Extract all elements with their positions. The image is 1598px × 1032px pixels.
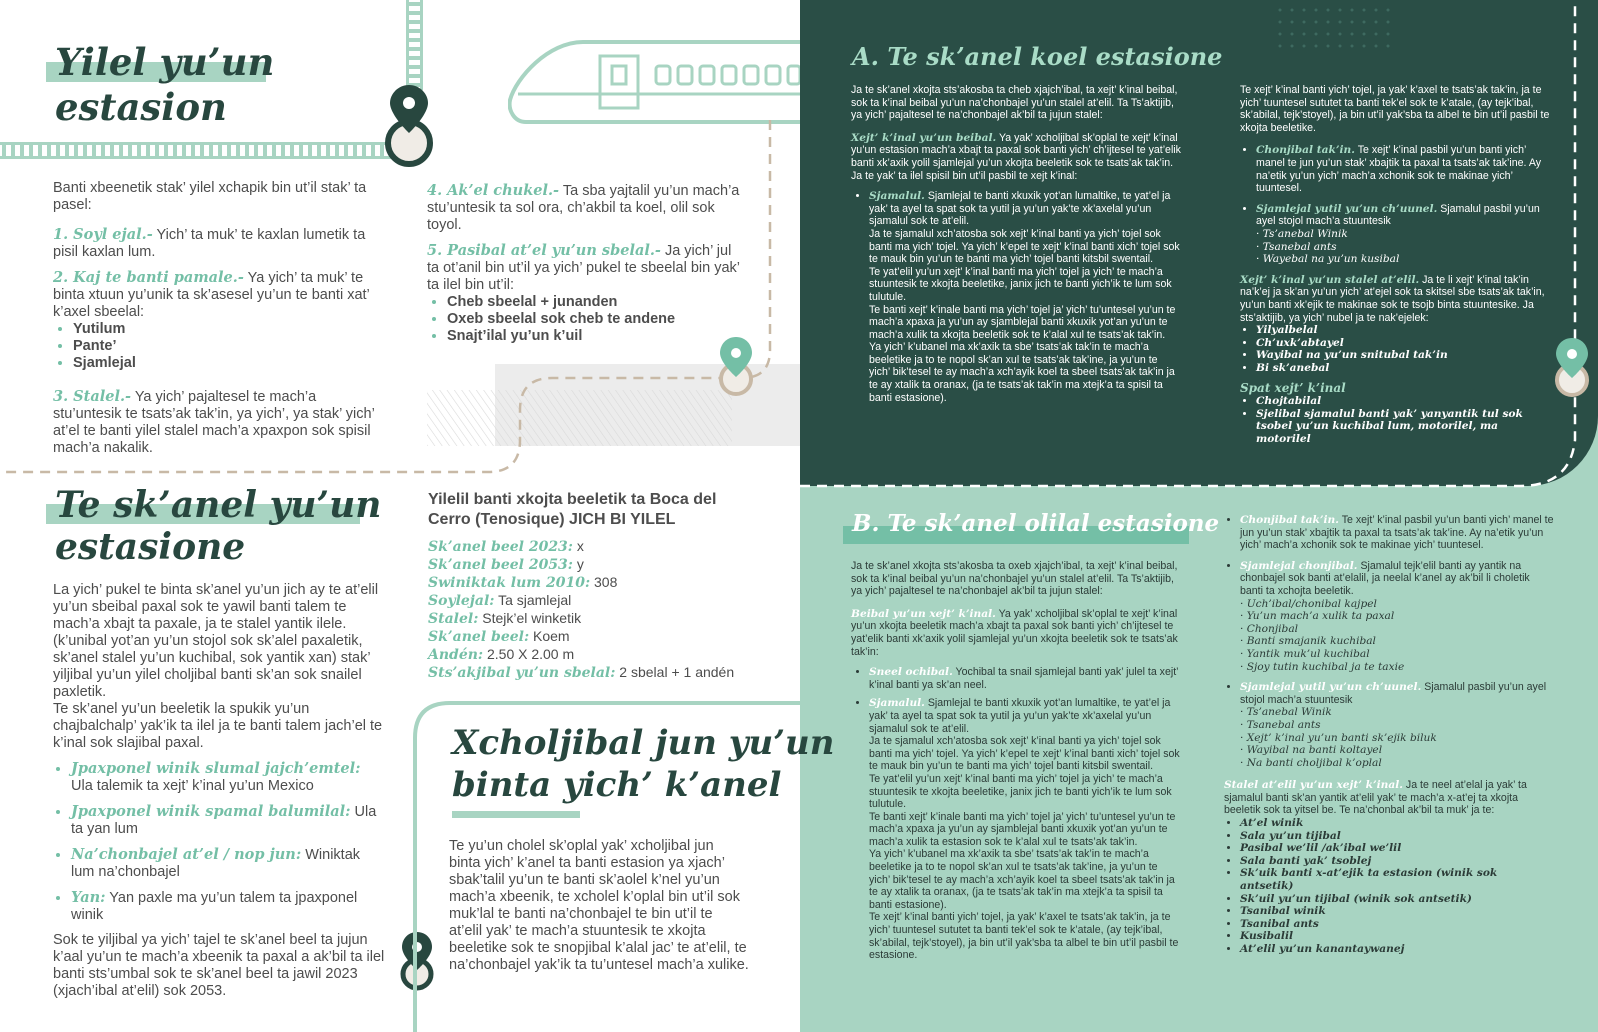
item-5-list: [427, 294, 742, 345]
list-item-lead: Sjamlejal chonjibal.: [1240, 559, 1358, 572]
list-item: • Wayibal na yu’un snitubal tak’in: [1256, 349, 1550, 362]
section-3-title-line2: binta yich’ k’anel: [452, 765, 782, 805]
rail-track-vertical-icon: [404, 0, 426, 92]
station-row-key: Soylejal:: [428, 593, 495, 609]
sublist-item: · Yantik muk’ul kuchibal: [1240, 647, 1370, 660]
list-item: [71, 846, 385, 881]
list-item: • Sjelibal sjamalul banti yak’ yanyantik tul sok tsobel yu’un kuchibal lum, motorilel, ma motorilel: [1256, 408, 1550, 446]
sublist-item: · Tsanebal ants: [1240, 718, 1321, 731]
station-row-value: Ta sjamlejal: [494, 592, 572, 608]
section-b-p1: [851, 608, 1181, 658]
section-2-title-line2: estasione: [55, 526, 246, 568]
list-item-text: Sjamlejal te banti xkuxik yot’an lumaltike, te yat’el ja yak’ ta ayel ta spat sok ta yutil ja yu’un yak’te xk’axelal yu’un sjamalul sok te at’elil. Ja te sjamalul xch’atosba sok xejt’ k’inal banti ya yich’ tojel sok banti ma yich’ tojel. Ya yich’ k’epel te xejt’ k’inal banti xich’ tojel sok te mauk bin yu’un te banti ma yich’ tojel banti kitsbil swentail. Te yat’elil yu’un xejt’ k’inal banti ma yich’ tojel ja yich’ te mach’a stuuntesik te xkojta beeletike, janix jich te banti yich’ik te lum sok tulutule. Te banti xejt’ k’inale banti ma yich’ tojel ja’ yich’ tu’untesel yu’un te mach’a xpaxa ja yu’un ay sjamblejal banti xkuxik yot’an yu’un te mach’a xulik ta xkojta beeletik sok te k’alal xul te tsats’ak tak’in. Ya yich’ k’ubanel ma xk’axik ta sbe’ tsats’ak tak’in te mach’a beeletike ja to te nopol sk’an xul te tsats’ak tak’ine, ja yu’un te yich’ bik’tesel te ay mach’a xch’ayik koel ta sbeel tsats’ak tak’in ja te ay xtalik ta oranax, (ja te tsats’ak tak’in ma xtejk’a ta spisil ta banti estasione).: [869, 190, 1180, 404]
list-item: [1240, 560, 1554, 598]
section-a-title: A. Te sk’anel koel estasione: [852, 42, 1223, 71]
list-item-text: Winiktak lum na’chonbajel: [71, 847, 361, 880]
section-b-sublist-1: [1224, 598, 1554, 674]
intro-text: Banti xbeenetik stak’ yilel xchapik bin ut’il stak’ ta pasel:: [53, 180, 367, 213]
list-item: • Sk’uil yu’un tijibal (winik sok antsetik): [1240, 893, 1554, 906]
list-item-lead: Sneel ochibal.: [869, 666, 953, 679]
list-item: [71, 889, 385, 924]
list-item: • Sk’uik banti x-at’ejik ta estasion (winik sok antsetik): [1240, 867, 1554, 892]
item-3: [53, 388, 383, 457]
list-item-text: Sjamalul tejk’elil banti ay yantik na chonbajel sok banti at’elalil, ja neelal k’anel ay ak’bil li choletik banti ta xchojta beeletik.: [1240, 559, 1530, 597]
list-item: [869, 190, 1181, 404]
sublist-item: · Ts’anebal Winik: [1240, 706, 1332, 719]
station-row: [428, 646, 758, 664]
list-item: • Yutilum: [73, 321, 383, 338]
list-item: • At’el winik: [1240, 817, 1554, 830]
list-item-lead: Chonjibal tak’in.: [1256, 144, 1355, 157]
list-item-text: Ula talemik ta xejt’ k’inal yu’un Mexico: [71, 778, 314, 794]
item-1: [53, 226, 383, 261]
station-row: [428, 628, 758, 646]
item-1-text: Yich’ ta muk’ te kaxlan lumetik ta pisil kaxlan lum.: [53, 227, 366, 260]
list-item: • Kusibalil: [1240, 930, 1554, 943]
section-b-col-2: [1224, 514, 1554, 956]
section-a-c2-p3: Spat xejt’ k’inal: [1240, 381, 1346, 396]
section-2-title-line1: Te sk’anel yu’un: [55, 484, 382, 526]
section-a-sublist: [1240, 228, 1550, 266]
section-b-list: [851, 666, 1181, 962]
list-item-text: Te xejt’ k’inal pasbil yu’un banti yich’ manel te jun yu’un stak’ xbajtik ta paxal ta tsats’ak tak’ine. Ay na’etik yu’un yich’ mach’a xchonik sok te makinae yich’ tuuntesel.: [1240, 514, 1554, 552]
list-item: • Tsanibal winik: [1240, 905, 1554, 918]
list-item-text: Yan paxle ma yu’un talem ta jpaxponel winik: [71, 890, 358, 923]
section-2-title: [55, 484, 381, 568]
item-5-text: Ja yich’ jul ta ot’anil bin ut’il ya yich’ pukel te sbeelal bin yak’ ta ilel bin ut’il:: [427, 243, 740, 293]
section-b-c2-p2: [1224, 779, 1554, 817]
item-2: [53, 269, 383, 321]
section-2-para-1: La yich’ pukel te binta sk’anel yu’un jich ay te at’elil yu’un sbeibal paxal sok te yawil banti talem te mach’a xbajt ta paxale, ja te stalel yantik ilele. (k’unibal yot’an yu’un stojol sok sk’alel paxaletik, sk’anel stalel yu’un kuchibal, sok yantik xan) stak’ yiljibal yu’un yilel choljibal banti sk’an sok snailel paxletik.: [53, 582, 379, 700]
sublist-item: · Banti smajanik kuchibal: [1240, 635, 1376, 648]
sublist-item: · Chonjibal: [1240, 622, 1299, 635]
list-item: • Chojtabilal: [1256, 395, 1550, 408]
section-b-c2-list: [1224, 514, 1554, 598]
list-item-lead: Sjamalul.: [869, 697, 925, 710]
station-info: [428, 490, 758, 682]
section-2-para-3: Sok te yiljibal ya yich’ tajel te sk’anel beel ta jujun k’aal yu’un te mach’a xbeenik ta paxal a ak’bil ta ilel banti sts’umbal sok te sk’anel beel ta jawil 2023 (xjach’ibal at’elil) sok 2053.: [53, 932, 385, 999]
section-a-col-2: [1240, 84, 1550, 445]
sublist-item: · Yu’un mach’a xulik ta paxal: [1240, 610, 1395, 623]
section-a-col-1: [851, 84, 1181, 404]
list-item: • Yilyalbelal: [1256, 324, 1550, 337]
station-row: [428, 610, 758, 628]
section-2-body: [53, 582, 385, 1000]
station-row-key: Andén:: [428, 647, 484, 663]
section-b-col-1: [851, 560, 1181, 962]
item-4-lead: 4. Ak’el chukel.-: [427, 182, 560, 199]
item-3-text: Ya yich’ pajaltesel te mach’a stu’untesik te tsats’ak tak’in, ya yich’, ya stak’ yich’ at’el te banti yilel stalel mach’a xpaxpon sok spisil mach’a nakalik.: [53, 389, 375, 456]
train-icon: [508, 38, 800, 128]
list-item-lead: Yan:: [71, 889, 106, 906]
station-row: [428, 664, 758, 682]
item-3-lead: 3. Stalel.-: [53, 388, 132, 405]
station-row-value: x: [572, 538, 584, 554]
sublist-item: · Sjoy tutin kuchibal ja te taxie: [1240, 660, 1405, 673]
section-3-body: Te yu’un cholel sk’oplal yak’ xcholjibal jun binta yich’ k’anel ta banti estasion ya xjach’ sbak’talil yu’un te banti sk’aolel k’nel yu’un mach’a xbeenik, te xcholel k’oplal bin ut’il sok muk’lal te banti na’chonbajel te bin ut’il te at’elil yak’ te mach’a stuuntesik te xkojta beeletike sok te snopjibal k’alal jac’ te at’elil, te na’chonbajel yak’ik ta tu’untesel mach’a xulike.: [449, 838, 749, 973]
station-row-key: Sk’anel beel 2023:: [428, 539, 573, 555]
sublist-item: · Wayebal na yu’un kusibal: [1256, 253, 1400, 266]
list-item: [71, 803, 385, 838]
list-item-lead: Jpaxponel winik spamal balumilal:: [71, 803, 351, 820]
station-title: Yilelil banti xkojta beeletik ta Boca del Cerro (Tenosique) JICH BI YILEL: [428, 491, 717, 528]
list-item: [869, 666, 1181, 691]
sublist-item: · Xejt’ k’inal yu’un banti sk’ejik biluk: [1240, 731, 1437, 744]
section-b-sublist-2: [1224, 706, 1554, 769]
section-a-c2-p1: Te xejt’ k’inal banti yich’ tojel, ja yak’ k’axel te tsats’ak tak’in, ja te yich’ tuuntesel sututet ta banti tek’el sok te k’atale, (ay tejk’ibal, sk’abilal, tejk’stoyel), ja bin ut’il yak’sba ta albel te bin ut’il pasbil te xkojta beeletike.: [1240, 84, 1550, 134]
section-b-p1-text: Ya yak’ xcholjibal sk’oplal te xejt’ k’inal yu’un xkojta beeletik mach’a xbajt ta paxal sok banti yich’ ch’ijtesel te yat’elik banti xk’axik yolil sjamlejal yu’un xkojta beeletik sok te tsats’ak tak’in:: [851, 607, 1178, 658]
title-underline: [452, 811, 580, 818]
station-row: [428, 592, 758, 610]
section-a-c2-list: [1240, 144, 1550, 228]
list-item-text: Sjamlejal te banti xkuxik yot’an lumaltike, te yat’el ja yak’ ta ayel ta spat sok ta yutil ja yu’un yak’te xk’axelal yu’un sjamalul sok te at’elil. Ja te sjamalul xch’atosba sok xejt’ k’inal banti ya yich’ tojel sok banti ma yich’ tojel. Ya yich’ k’epel te xejt’ k’inal banti xich’ tojel sok te mauk bin yu’un te banti ma yich’ tojel banti kitsbil swentail. Te yat’elil yu’un xejt’ k’inal banti ma yich’ tojel ja yich’ te mach’a stuuntesik te xkojta beeletike, janix jich te banti yich’ik te lum sok tulutule. Te banti xejt’ k’inale banti ma yich’ tojel ja’ yich’ tu’untesel yu’un te mach’a xpaxa ja yu’un ay sjamblejal banti xkuxik yot’an yu’un te mach’a xulik ta estasion sok te k’alal xul te tsats’ak tak’in. Ya yich’ k’ubanel ma xk’axik ta sbe’ tsats’ak tak’in te mach’a beeletike ja to te nopol sk’an xul te tsats’ak tak’ine, ja yu’un te yich’ bik’tesel te ay mach’a xch’ayik koel ta sbeel tsats’ak tak’in ja te ay xtalik ta oranax, (ja te tsats’ak tak’in ma xtejk’a ta spisil ta banti estasione). Te xejt’ k’inal banti yich’ tojel, ja yak’ k’axel te tsats’ak tak’in, ja te yich’ tuuntesel sututet ta banti tek’el sok te k’atale, (ay tejk’ibal, sk’abilal, tejk’stoyel), ja bin ut’il yak’sba ta albel te bin ut’il pasbil te estasione.: [869, 697, 1180, 962]
station-row-value: y: [572, 556, 584, 572]
list-item: • At’elil yu’un kanantaywanej: [1240, 943, 1554, 956]
item-1-lead: 1. Soyl ejal.-: [53, 226, 153, 243]
section-a-list: [851, 190, 1181, 404]
list-item: • Bi sk’anebal: [1256, 362, 1550, 375]
station-row-value: 2.50 X 2.00 m: [483, 646, 575, 662]
list-item: • Cheb sbeelal + junanden: [447, 294, 742, 311]
section-b-title: B. Te sk’anel olilal estasione: [852, 510, 1220, 537]
item-2-lead: 2. Kaj te banti pamale.-: [53, 269, 244, 286]
list-item: • Sala yu’un tijibal: [1240, 830, 1554, 843]
sublist-item: · Ts’anebal Winik: [1256, 227, 1348, 240]
section-1b-body: [427, 182, 742, 345]
station-row-value: Stejk’el winketik: [478, 610, 582, 626]
section-a-intro: Ja te sk’anel xkojta sts’akosba ta cheb xjajch’ibal, ta xejt’ k’inal beibal, sok ta k’inal beibal yu’un na’chonbajel yu’un stalel at’elil. Ta Ts’aktijib, ya yich’ pajaltesel te na’chonbajel ak’bil ta jujun stalel:: [851, 84, 1178, 122]
list-item-lead: Jpaxponel winik slumal jajch’emtel:: [71, 760, 361, 777]
sublist-item: · Uch’ibal/chonibal kajpel: [1240, 597, 1377, 610]
section-a-c2-list3: [1240, 395, 1550, 445]
station-row: [428, 538, 758, 556]
station-row-key: Sk’anel beel 2053:: [428, 557, 573, 573]
list-item: • Sala banti yak’ tsoblej: [1240, 855, 1554, 868]
list-item: • Ch’uxk’abtayel: [1256, 337, 1550, 350]
list-item: [1240, 681, 1554, 706]
sublist-item: · Tsanebal ants: [1256, 240, 1337, 253]
list-item-lead: Sjamalul.: [869, 190, 925, 203]
list-item: • Sjamlejal: [73, 355, 383, 372]
list-item-text: Te xejt’ k’inal pasbil yu’un banti yich’ manel te jun yu’un stak’ xbajtik ta paxal ta tsats’ak tak’ine. Ay na’etik yu’un yich’ mach’a xchonik sok te makinae yich’ tuuntesel.: [1256, 144, 1542, 195]
section-2-para-2: Te sk’anel yu’un beeletik la spukik yu’un chajbalchalp’ yak’ik ta ilel ja te banti talem jach’el te k’inal sok slajibal paxal.: [53, 701, 383, 751]
station-row-value: 2 sbelal + 1 andén: [615, 664, 735, 680]
section-b-intro: Ja te sk’anel xkojta sts’akosba ta oxeb xjajch’ibal, ta xejt’ k’inal beibal, sok ta k’inal beibal yu’un na’chonbajel yu’un stalel at’elil. Ta Ts’aktijib, ya yich’ pajaltesel te na’chonbajel ak’bil ta jujun stalel:: [851, 560, 1178, 598]
section-b-c2-p2-lead: Stalel at’elil yu’un xejt’ k’inal.: [1224, 779, 1403, 792]
list-item: [71, 760, 385, 795]
list-item: • Snajt’ilal yu’un k’uil: [447, 328, 742, 345]
item-5: [427, 242, 742, 294]
list-item: [869, 697, 1181, 961]
list-item-lead: Chonjibal tak’in.: [1240, 514, 1339, 526]
section-3-title-line1: Xcholjibal jun yu’un: [452, 723, 835, 763]
section-1-title-line1: Yilel yu’un: [55, 40, 275, 84]
station-row: [428, 556, 758, 574]
section-b-c2-facilities: [1224, 817, 1554, 956]
list-item: • Oxeb sbeelal sok cheb te andene: [447, 311, 742, 328]
sublist-item: · Na banti choljibal k’oplal: [1240, 756, 1382, 769]
station-row: [428, 574, 758, 592]
list-item: [1256, 144, 1550, 194]
section-a-c2-list2: [1240, 324, 1550, 374]
item-2-text: Ya yich’ ta muk’ te binta xtuun yu’unik ta sk’asesel yu’un te banti xat’ k’axel sbeelal:: [53, 270, 370, 320]
list-item-text: Yochibal ta snail sjamlejal banti yak’ julel ta xejt’ k’inal banti ya sk’an neel.: [869, 666, 1179, 691]
map-pin-icon: [1552, 336, 1592, 398]
section-a-p1-text: Ya yak’ xcholjibal sk’oplal te xejt’ k’inal yu’un estasion mach’a xbajt ta paxal sok banti yich’ ch’ijtesel te yat’elik banti xk’axik yolil sjamlejal yu’un xkojta beeletik sok te tsats’ak tak’in. Ja te yak’ ta ilel spisil bin ut’il pasbil te xejt k’inal:: [851, 131, 1181, 182]
item-2-list: [53, 321, 383, 372]
station-row-key: Swiniktak lum 2010:: [428, 575, 591, 591]
list-item-lead: Sjamlejal yutil yu’un ch’uunel.: [1240, 681, 1422, 694]
station-row-key: Sts’akjibal yu’un sbelal:: [428, 665, 616, 681]
list-item: • Pante’: [73, 338, 383, 355]
list-item: [1240, 514, 1554, 552]
list-item: [1256, 203, 1550, 228]
section-a-c2-p2: [1240, 274, 1550, 324]
station-row-key: Sk’anel beel:: [428, 629, 530, 645]
origin-list: [53, 760, 385, 924]
section-a-c2-p2-text: Ja te li xejt’ k’inal tak’in na’k’ej ja sk’an yu’un yich’ at’ejel sok ta skitsel sbe tsats’ak tak’in, yu’un banti xk’ejik te makinae sok te tsojb binta stuuntesike. Ja sts’aktijib, ya yich’ nubel ja te nak’ejelek:: [1240, 273, 1545, 324]
section-a-p1-lead: Xejt’ k’inal yu’un beibal.: [851, 131, 997, 144]
station-row-value: Koem: [529, 628, 570, 644]
section-1-title: [55, 40, 274, 130]
list-item-text: Sjamalul pasbil yu’un ayel stojol mach’a stuuntesik: [1240, 681, 1547, 706]
map-pin-icon: [384, 83, 434, 169]
item-4-text: Ta sba yajtalil yu’un mach’a stu’untesik ta sol ora, ch’akbil ta koel, olil sok toyol.: [427, 183, 740, 233]
sublist-item: · Wayibal na banti koltayel: [1240, 744, 1383, 757]
item-4: [427, 182, 742, 234]
list-item: • Pasibal we’lil /ak’ibal we’lil: [1240, 842, 1554, 855]
list-item-lead: Na’chonbajel at’el / nop jun:: [71, 846, 302, 863]
list-item-text: Ula ta yan lum: [71, 804, 377, 837]
list-item: • Tsanibal ants: [1240, 918, 1554, 931]
section-a-p1: [851, 132, 1181, 182]
section-1-body: [53, 180, 383, 457]
section-b-c2-list-b: [1224, 681, 1554, 706]
list-item-lead: Sjamlejal yutil yu’un ch’uunel.: [1256, 202, 1438, 215]
section-b-p1-lead: Beibal yu’un xejt’ k’inal.: [851, 607, 996, 620]
item-5-lead: 5. Pasibal at’el yu’un sbelal.-: [427, 242, 661, 259]
section-b-c2-p2-text: Ja te neel at’elal ja yak’ ta sjamalul banti sk’an yantik at’elil yak’ te mach’a x-at’ej ta xkojta beeletik sok ta yitsel be. Te na’chonbal ak’bil ta muk’ ja te:: [1224, 779, 1527, 817]
station-row-key: Stalel:: [428, 611, 479, 627]
station-row-value: 308: [590, 574, 618, 590]
section-1-title-line2: estasion: [55, 85, 227, 129]
section-a-c2-p2-lead: Xejt’ k’inal yu’un stalel at’elil.: [1240, 273, 1420, 286]
list-item-text: Sjamalul pasbil yu’un ayel stojol mach’a stuuntesik: [1256, 202, 1540, 228]
section-3-title: [452, 722, 835, 806]
